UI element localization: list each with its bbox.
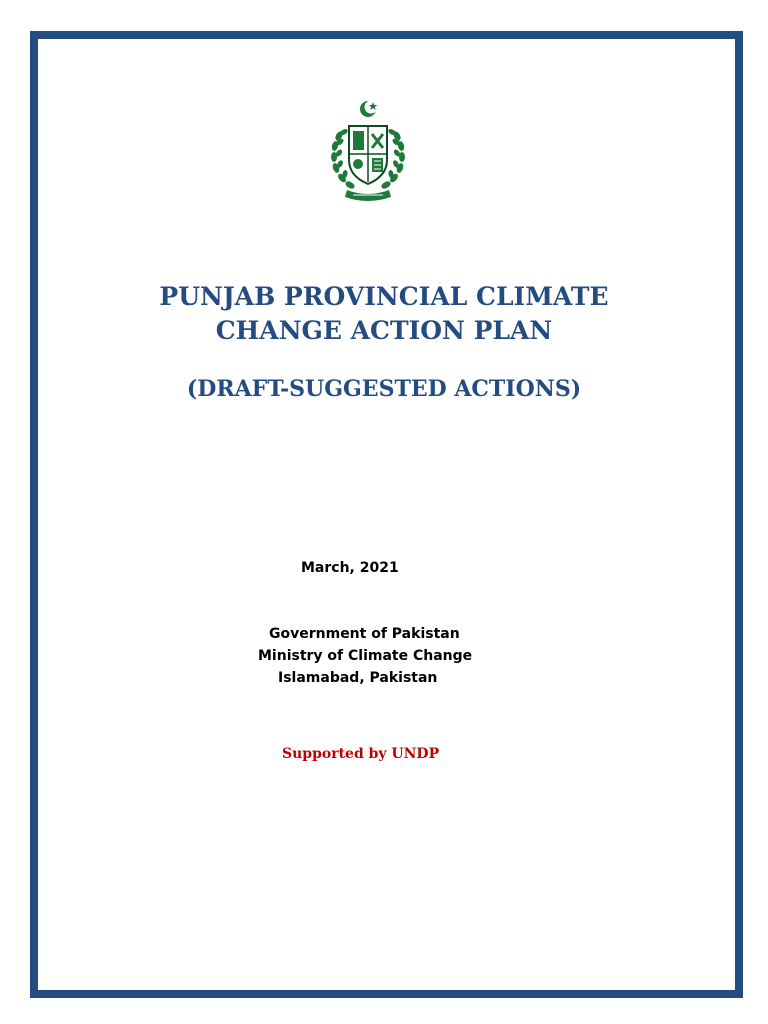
- support-note: Supported by UNDP: [282, 746, 440, 762]
- document-subtitle: (DRAFT-SUGGESTED ACTIONS): [186, 376, 582, 402]
- shield-icon: [349, 126, 387, 184]
- state-emblem-icon: [325, 96, 411, 204]
- ribbon-icon: [345, 190, 391, 201]
- document-title-line-2: CHANGE ACTION PLAN: [215, 316, 553, 345]
- organization-government: Government of Pakistan: [269, 626, 460, 642]
- document-date: March, 2021: [301, 560, 399, 576]
- crescent-star-icon: [360, 101, 378, 118]
- document-title: [0, 280, 768, 348]
- organization-location: Islamabad, Pakistan: [278, 670, 438, 686]
- organization-ministry: Ministry of Climate Change: [258, 648, 473, 664]
- document-title-line-1: PUNJAB PROVINCIAL CLIMATE: [159, 282, 609, 311]
